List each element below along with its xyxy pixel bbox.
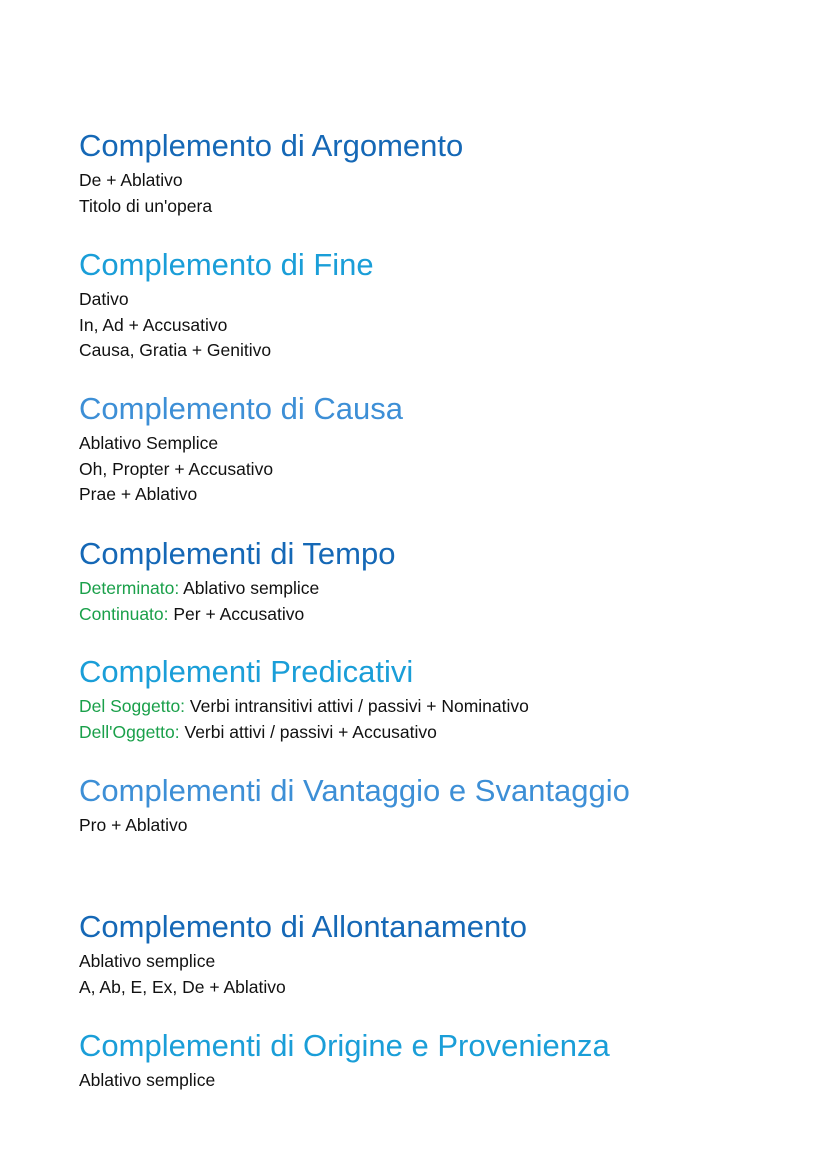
section-line: Prae + Ablativo	[79, 484, 198, 504]
section-line: Causa, Gratia + Genitivo	[79, 340, 272, 360]
line-label: Del Soggetto:	[79, 696, 186, 716]
section-line: De + Ablativo	[79, 170, 183, 190]
section-predicativi	[79, 653, 788, 745]
section-line: A, Ab, E, Ex, De + Ablativo	[79, 976, 286, 997]
labeled-line	[79, 602, 788, 628]
line-text: Ablativo semplice	[179, 578, 320, 598]
section-heading: Complemento di Allontanamento	[79, 909, 528, 944]
section-heading: Complementi Predicativi	[79, 654, 414, 689]
labeled-line	[79, 694, 788, 720]
line-text: Per + Accusativo	[168, 603, 305, 624]
section-line: Ablativo semplice	[79, 1070, 216, 1090]
section-line: Oh, Propter + Accusativo	[79, 458, 274, 479]
section-tempo	[79, 535, 788, 627]
section-line: Ablativo semplice	[79, 951, 216, 971]
line-label: Dell'Oggetto:	[79, 721, 180, 742]
line-label: Continuato:	[79, 603, 169, 624]
section-line: Pro + Ablativo	[79, 815, 188, 835]
section-heading: Complemento di Causa	[79, 391, 403, 426]
section-line: In, Ad + Accusativo	[79, 314, 228, 335]
line-text: Verbi attivi / passivi + Accusativo	[179, 721, 437, 742]
line-label: Determinato:	[79, 578, 180, 598]
section-heading: Complemento di Fine	[79, 247, 374, 282]
section-argomento	[79, 127, 788, 219]
section-line: Dativo	[79, 289, 129, 309]
section-allontanamento	[79, 908, 788, 1000]
section-fine	[79, 246, 788, 364]
section-origine	[79, 1027, 788, 1094]
labeled-line	[79, 720, 788, 746]
section-heading: Complemento di Argomento	[79, 128, 464, 163]
section-heading: Complementi di Origine e Provenienza	[79, 1028, 610, 1063]
section-causa	[79, 390, 788, 508]
section-heading: Complementi di Vantaggio e Svantaggio	[79, 773, 630, 808]
section-line: Ablativo Semplice	[79, 433, 219, 453]
section-line: Titolo di un'opera	[79, 195, 213, 216]
section-heading: Complementi di Tempo	[79, 536, 396, 571]
section-vantaggio	[79, 772, 788, 839]
labeled-line	[79, 576, 788, 602]
line-text: Verbi intransitivi attivi / passivi + Nominativo	[185, 696, 529, 716]
